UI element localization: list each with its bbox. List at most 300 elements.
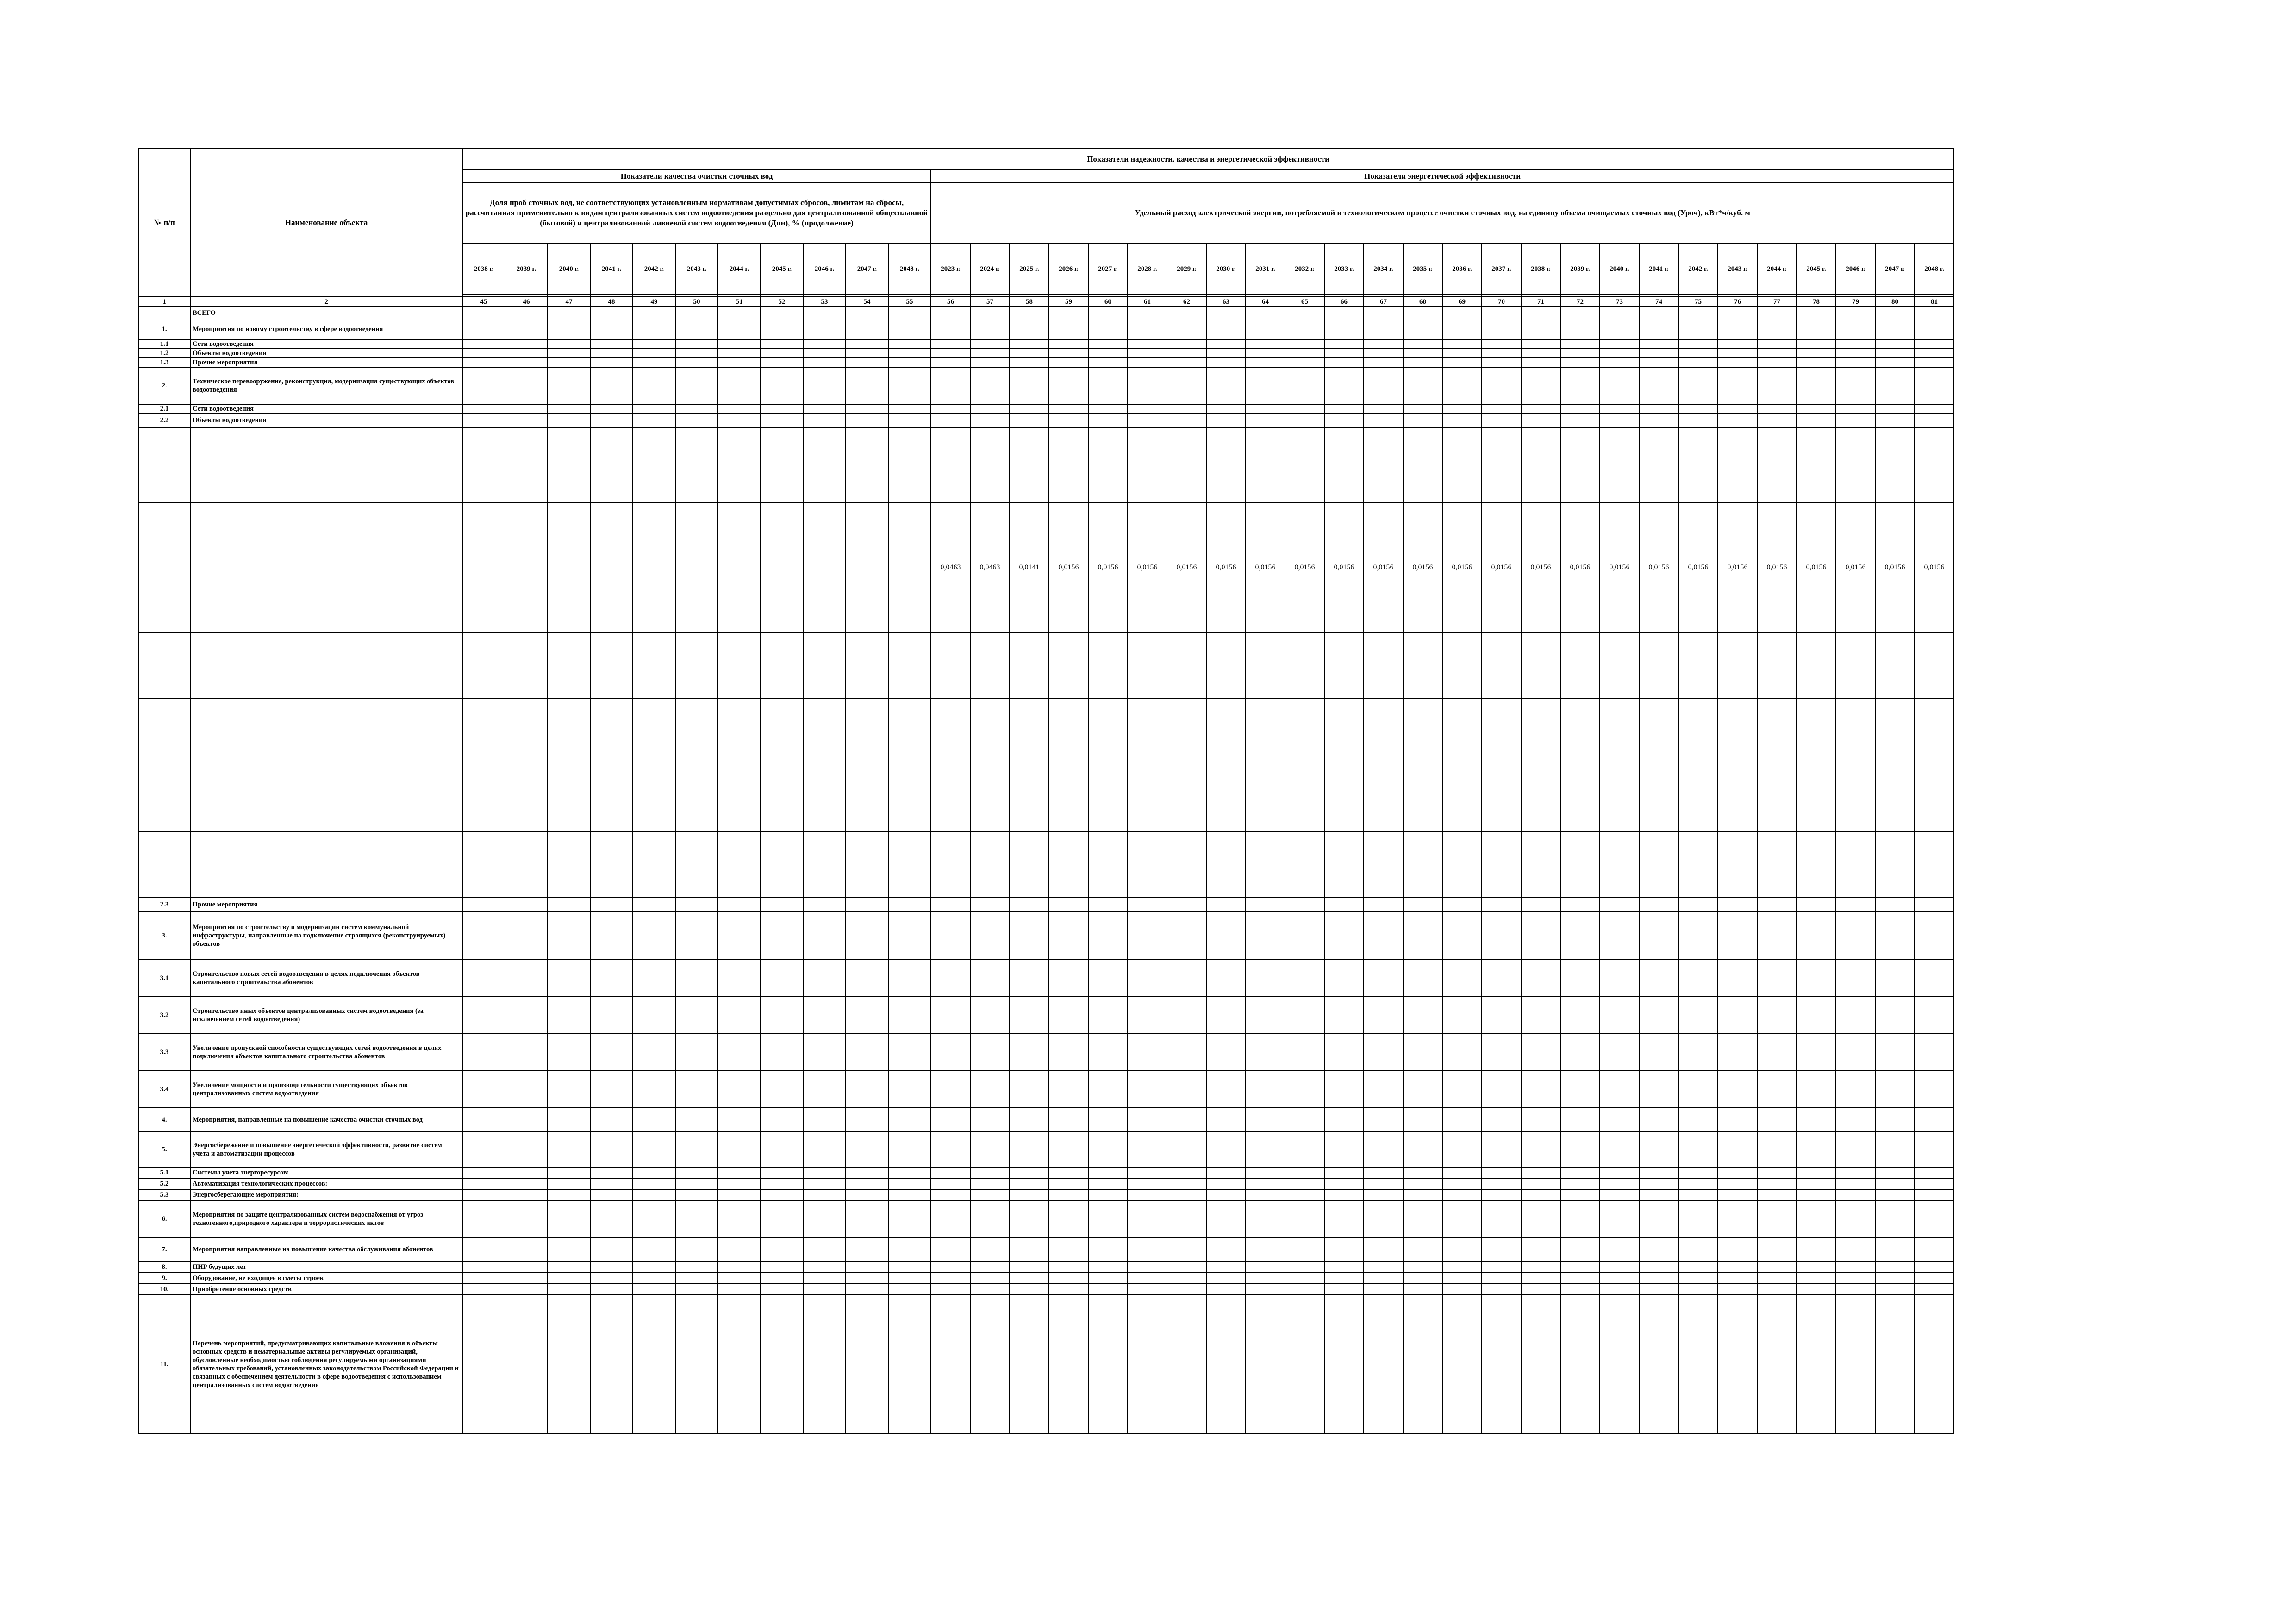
energy-value [1639, 427, 1678, 502]
energy-value [1285, 832, 1324, 898]
energy-value [1403, 768, 1442, 832]
col-header-object-name: Наименование объекта [190, 149, 462, 297]
empty-cell [590, 912, 633, 960]
year-header-quality: 2038 г. [462, 243, 505, 295]
empty-cell [1639, 413, 1678, 427]
energy-value [1088, 768, 1128, 832]
empty-cell [1639, 1178, 1678, 1189]
quality-value [761, 427, 803, 502]
column-number: 68 [1403, 297, 1442, 307]
column-number: 80 [1875, 297, 1915, 307]
quality-value [462, 427, 505, 502]
empty-cell [1246, 1034, 1285, 1071]
empty-cell [675, 1034, 718, 1071]
empty-cell [1364, 960, 1403, 997]
empty-cell [1875, 1034, 1915, 1071]
empty-cell [1442, 1132, 1482, 1167]
empty-cell [1403, 1108, 1442, 1132]
energy-value: 0,0463 [970, 502, 1010, 633]
empty-cell [1128, 1284, 1167, 1295]
empty-cell [1836, 1167, 1875, 1178]
empty-cell [1010, 339, 1049, 349]
empty-cell [1521, 898, 1560, 912]
empty-cell [1560, 1132, 1600, 1167]
empty-cell [505, 1262, 548, 1273]
empty-cell [1324, 307, 1364, 319]
empty-cell [1600, 1284, 1639, 1295]
empty-cell [1128, 1295, 1167, 1434]
empty-cell [1442, 1284, 1482, 1295]
empty-cell [1364, 1034, 1403, 1071]
empty-cell [675, 339, 718, 349]
empty-cell [1206, 367, 1246, 404]
empty-cell [970, 1071, 1010, 1108]
empty-cell [1678, 1167, 1718, 1178]
empty-cell [1049, 1189, 1088, 1200]
energy-value [1797, 832, 1836, 898]
quality-value [718, 427, 761, 502]
empty-cell [803, 997, 846, 1034]
empty-cell [1915, 1295, 1954, 1434]
empty-cell [1875, 1273, 1915, 1284]
empty-cell [1010, 1237, 1049, 1262]
empty-cell [675, 912, 718, 960]
empty-cell [1482, 1132, 1521, 1167]
empty-cell [1167, 633, 1206, 699]
empty-cell [1521, 1262, 1560, 1273]
empty-cell [761, 898, 803, 912]
empty-cell [633, 1273, 675, 1284]
empty-cell [1010, 1132, 1049, 1167]
empty-cell [1442, 1178, 1482, 1189]
empty-cell [846, 997, 888, 1034]
empty-cell [1797, 1284, 1836, 1295]
empty-cell [1482, 349, 1521, 358]
energy-value [1797, 768, 1836, 832]
empty-cell [1915, 633, 1954, 699]
quality-value [590, 568, 633, 633]
empty-cell [1797, 1108, 1836, 1132]
empty-cell [1482, 1167, 1521, 1178]
empty-cell [505, 339, 548, 349]
empty-cell [846, 699, 888, 768]
empty-cell [675, 1262, 718, 1273]
empty-cell [1088, 319, 1128, 339]
quality-value [675, 502, 718, 568]
empty-cell [462, 960, 505, 997]
quality-value [590, 633, 633, 699]
empty-cell [1010, 358, 1049, 367]
empty-cell [970, 1167, 1010, 1178]
empty-cell [633, 912, 675, 960]
empty-cell [1836, 1071, 1875, 1108]
empty-cell [1757, 898, 1797, 912]
empty-cell [970, 1295, 1010, 1434]
empty-cell [846, 1237, 888, 1262]
column-number: 74 [1639, 297, 1678, 307]
empty-cell [1757, 1108, 1797, 1132]
empty-cell [1049, 912, 1088, 960]
empty-cell [1482, 1200, 1521, 1237]
empty-cell [718, 1273, 761, 1284]
empty-cell [548, 1189, 590, 1200]
empty-cell [1364, 367, 1403, 404]
empty-cell [1875, 1071, 1915, 1108]
energy-value [1600, 768, 1639, 832]
empty-cell [1639, 349, 1678, 358]
empty-cell [1324, 1284, 1364, 1295]
empty-cell [1915, 1108, 1954, 1132]
empty-cell [1915, 997, 1954, 1034]
energy-value [1285, 699, 1324, 768]
empty-cell [1678, 1071, 1718, 1108]
empty-cell [1324, 1295, 1364, 1434]
empty-cell [761, 358, 803, 367]
empty-cell [1836, 367, 1875, 404]
empty-cell [675, 413, 718, 427]
energy-value [1875, 427, 1915, 502]
energy-value [1246, 768, 1285, 832]
empty-cell [1088, 960, 1128, 997]
empty-cell [1088, 997, 1128, 1034]
row-number: 2.1 [138, 404, 190, 413]
empty-cell [1560, 1284, 1600, 1295]
empty-cell [888, 699, 931, 768]
empty-cell [931, 358, 970, 367]
empty-cell [1718, 1273, 1757, 1284]
group-header-quality: Показатели качества очистки сточных вод [462, 170, 931, 183]
empty-cell [462, 1295, 505, 1434]
empty-cell [1128, 1132, 1167, 1167]
empty-cell [1521, 1167, 1560, 1178]
empty-cell [1285, 1167, 1324, 1178]
empty-cell [1678, 898, 1718, 912]
column-number: 57 [970, 297, 1010, 307]
empty-cell [548, 832, 590, 898]
empty-cell [462, 898, 505, 912]
empty-cell [1678, 997, 1718, 1034]
empty-cell [1757, 1071, 1797, 1108]
empty-cell [1324, 1167, 1364, 1178]
energy-value [1600, 832, 1639, 898]
quality-value [761, 568, 803, 633]
energy-value: 0,0156 [1049, 502, 1088, 633]
empty-cell [1442, 413, 1482, 427]
empty-cell [970, 912, 1010, 960]
empty-cell [1246, 367, 1285, 404]
empty-cell [1678, 1262, 1718, 1273]
energy-value: 0,0156 [1482, 502, 1521, 633]
empty-cell [462, 349, 505, 358]
empty-cell [1757, 1284, 1797, 1295]
empty-cell [548, 1071, 590, 1108]
empty-cell [1678, 307, 1718, 319]
year-header-energy: 2030 г. [1206, 243, 1246, 295]
empty-cell [1206, 404, 1246, 413]
empty-cell [718, 1071, 761, 1108]
empty-cell [462, 319, 505, 339]
empty-cell [1285, 633, 1324, 699]
empty-cell [1206, 1034, 1246, 1071]
year-header-energy: 2031 г. [1246, 243, 1285, 295]
energy-value [1049, 427, 1088, 502]
empty-cell [1324, 1132, 1364, 1167]
empty-cell [462, 832, 505, 898]
empty-cell [1757, 349, 1797, 358]
empty-cell [1482, 358, 1521, 367]
empty-cell [1442, 1237, 1482, 1262]
empty-cell [1246, 960, 1285, 997]
empty-cell [590, 413, 633, 427]
empty-cell [1639, 997, 1678, 1034]
empty-cell [462, 1178, 505, 1189]
empty-cell [505, 307, 548, 319]
quality-value [505, 633, 548, 699]
empty-cell [846, 1167, 888, 1178]
empty-cell [1088, 1178, 1128, 1189]
empty-cell [505, 1189, 548, 1200]
empty-cell [633, 1178, 675, 1189]
empty-cell [1128, 319, 1167, 339]
empty-cell [675, 1108, 718, 1132]
empty-cell [1246, 413, 1285, 427]
energy-value: 0,0156 [1875, 502, 1915, 633]
column-number: 59 [1049, 297, 1088, 307]
empty-cell [1088, 1284, 1128, 1295]
empty-cell [1246, 1178, 1285, 1189]
empty-cell [846, 898, 888, 912]
empty-cell [1010, 1200, 1049, 1237]
empty-cell [846, 768, 888, 832]
energy-value [1167, 427, 1206, 502]
empty-cell [548, 1034, 590, 1071]
empty-cell [888, 1132, 931, 1167]
empty-cell [1285, 1262, 1324, 1273]
empty-cell [1442, 1167, 1482, 1178]
empty-cell [888, 1273, 931, 1284]
empty-cell [1442, 1273, 1482, 1284]
empty-cell [1128, 633, 1167, 699]
empty-cell [1836, 1108, 1875, 1132]
row-name: Перечень мероприятий, предусматривающих капитальные вложения в объекты основных средств и нематериальные активы регулируемых организаций, обусловленные необходимостью соблюдения регулируемыми организациями обязательных требований, установленных законодательством Российской Федерации и связанных с обеспечением деятельности в сфере водоотведения с использованием централизованных систем водоотведения [190, 1295, 462, 1434]
empty-cell [1403, 319, 1442, 339]
empty-cell [888, 1295, 931, 1434]
empty-cell [1797, 912, 1836, 960]
empty-cell [718, 339, 761, 349]
empty-cell [1246, 1071, 1285, 1108]
energy-value: 0,0156 [1167, 502, 1206, 633]
empty-cell [888, 1262, 931, 1273]
empty-cell [1088, 633, 1128, 699]
empty-cell [1797, 1178, 1836, 1189]
year-header-energy: 2025 г. [1010, 243, 1049, 295]
empty-cell [1010, 1108, 1049, 1132]
energy-value [1915, 832, 1954, 898]
quality-value [718, 502, 761, 568]
empty-cell [846, 1132, 888, 1167]
empty-cell [1718, 358, 1757, 367]
quality-value [761, 502, 803, 568]
empty-cell [590, 1295, 633, 1434]
empty-cell [1482, 898, 1521, 912]
empty-cell [1600, 633, 1639, 699]
empty-cell [846, 1108, 888, 1132]
empty-cell [718, 1132, 761, 1167]
empty-cell [1875, 898, 1915, 912]
empty-cell [718, 1200, 761, 1237]
quality-value [505, 502, 548, 568]
column-number: 50 [675, 297, 718, 307]
empty-cell [1639, 1295, 1678, 1434]
empty-cell [1403, 997, 1442, 1034]
empty-cell [1246, 358, 1285, 367]
column-number: 54 [846, 297, 888, 307]
empty-cell [1128, 413, 1167, 427]
energy-value: 0,0156 [1600, 502, 1639, 633]
empty-cell [590, 339, 633, 349]
empty-cell [1875, 1167, 1915, 1178]
empty-cell [1049, 404, 1088, 413]
empty-cell [1010, 1262, 1049, 1273]
empty-cell [1128, 960, 1167, 997]
year-header-energy: 2027 г. [1088, 243, 1128, 295]
row-name [190, 832, 462, 898]
empty-cell [1324, 1237, 1364, 1262]
quality-value [675, 427, 718, 502]
empty-cell [888, 1167, 931, 1178]
empty-cell [1797, 1167, 1836, 1178]
empty-cell [1639, 404, 1678, 413]
empty-cell [761, 1132, 803, 1167]
empty-cell [761, 1189, 803, 1200]
row-name: Увеличение пропускной способности существующих сетей водоотведения в целях подключения объектов капитального строительства абонентов [190, 1034, 462, 1071]
year-header-quality: 2048 г. [888, 243, 931, 295]
energy-value [1364, 768, 1403, 832]
empty-cell [1521, 1108, 1560, 1132]
empty-cell [590, 832, 633, 898]
empty-cell [1678, 960, 1718, 997]
empty-cell [1246, 404, 1285, 413]
empty-cell [803, 1189, 846, 1200]
empty-cell [1285, 413, 1324, 427]
empty-cell [1167, 1295, 1206, 1434]
empty-cell [1049, 367, 1088, 404]
empty-cell [1678, 358, 1718, 367]
row-number: 5.1 [138, 1167, 190, 1178]
empty-cell [1718, 1295, 1757, 1434]
empty-cell [1560, 413, 1600, 427]
empty-cell [846, 319, 888, 339]
energy-value: 0,0156 [1403, 502, 1442, 633]
quality-value [803, 502, 846, 568]
col-header-number: № п/п [138, 149, 190, 297]
column-number: 58 [1010, 297, 1049, 307]
quality-value [846, 427, 888, 502]
row-name: Техническое перевооружение, реконструкция, модернизация существующих объектов водоотведения [190, 367, 462, 404]
empty-cell [970, 404, 1010, 413]
empty-cell [1915, 1034, 1954, 1071]
empty-cell [1403, 404, 1442, 413]
empty-cell [1010, 1178, 1049, 1189]
empty-cell [1797, 358, 1836, 367]
empty-cell [1639, 898, 1678, 912]
energy-value: 0,0156 [1246, 502, 1285, 633]
empty-cell [1678, 1178, 1718, 1189]
column-number: 47 [548, 297, 590, 307]
empty-cell [675, 1178, 718, 1189]
empty-cell [675, 349, 718, 358]
column-number: 75 [1678, 297, 1718, 307]
energy-value [931, 699, 970, 768]
empty-cell [1797, 898, 1836, 912]
empty-cell [718, 699, 761, 768]
empty-cell [590, 1200, 633, 1237]
empty-cell [1678, 404, 1718, 413]
empty-cell [1088, 1200, 1128, 1237]
empty-cell [1285, 1295, 1324, 1434]
row-number [138, 307, 190, 319]
year-header-energy: 2033 г. [1324, 243, 1364, 295]
empty-cell [1167, 1178, 1206, 1189]
row-name [190, 768, 462, 832]
row-name: ВСЕГО [190, 307, 462, 319]
empty-cell [1875, 1189, 1915, 1200]
empty-cell [1364, 319, 1403, 339]
empty-cell [888, 898, 931, 912]
row-number: 10. [138, 1284, 190, 1295]
empty-cell [1167, 1108, 1206, 1132]
empty-cell [1403, 1034, 1442, 1071]
empty-cell [931, 367, 970, 404]
empty-cell [1757, 1200, 1797, 1237]
empty-cell [1167, 898, 1206, 912]
row-name: Системы учета энергоресурсов: [190, 1167, 462, 1178]
row-number: 3.4 [138, 1071, 190, 1108]
empty-cell [1757, 307, 1797, 319]
empty-cell [1757, 339, 1797, 349]
row-name: Мероприятия направленные на повышение качества обслуживания абонентов [190, 1237, 462, 1262]
energy-value [1915, 699, 1954, 768]
empty-cell [1678, 1189, 1718, 1200]
row-number [138, 502, 190, 568]
quality-value [633, 633, 675, 699]
empty-cell [1364, 339, 1403, 349]
empty-cell [846, 358, 888, 367]
empty-cell [1403, 1071, 1442, 1108]
energy-value [1836, 699, 1875, 768]
empty-cell [1324, 319, 1364, 339]
empty-cell [1718, 1178, 1757, 1189]
empty-cell [633, 768, 675, 832]
energy-value [1757, 768, 1797, 832]
empty-cell [1364, 1284, 1403, 1295]
empty-cell [1600, 413, 1639, 427]
empty-cell [548, 339, 590, 349]
energy-value [1442, 768, 1482, 832]
empty-cell [1521, 307, 1560, 319]
empty-cell [548, 898, 590, 912]
empty-cell [1757, 367, 1797, 404]
empty-cell [761, 307, 803, 319]
empty-cell [505, 1284, 548, 1295]
empty-cell [1128, 1273, 1167, 1284]
row-name: Энергосберегающие мероприятия: [190, 1189, 462, 1200]
empty-cell [675, 960, 718, 997]
empty-cell [970, 1284, 1010, 1295]
row-name: Мероприятия, направленные на повышение качества очистки сточных вод [190, 1108, 462, 1132]
quality-value [462, 502, 505, 568]
energy-value [1442, 699, 1482, 768]
